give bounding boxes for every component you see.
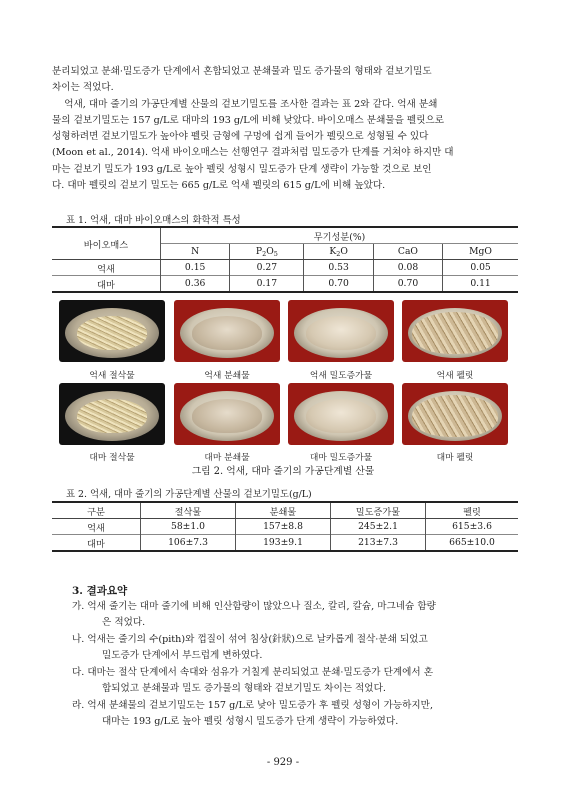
table1-cell: 0.27 <box>230 260 304 276</box>
photo-daema-ground <box>174 383 280 445</box>
figure-label: 억새 절삭물 <box>89 371 135 381</box>
table1-col-header: $P_2O_5$ <box>230 244 304 260</box>
figure-label: 대마 펠릿 <box>436 453 474 463</box>
table1-cell: 0.17 <box>230 276 304 293</box>
table1-cell: 0.70 <box>373 276 442 293</box>
table2-caption: 표 2. 억새, 대마 줄기의 가공단계별 산물의 겉보기밀도(g/L) <box>66 489 312 500</box>
table1-cell: 0.53 <box>304 260 373 276</box>
table1-col-header: CaO <box>373 244 442 260</box>
table-row <box>52 260 518 276</box>
summary-line: 밀도증가 단계에서 부드럽게 변하였다. <box>102 650 263 662</box>
table2-cell: 615±3.6 <box>426 519 519 535</box>
figure-label: 대마 밀도증가물 <box>309 453 373 463</box>
photo-eoksae-ground <box>174 300 280 362</box>
table-row <box>52 535 518 552</box>
table2 <box>52 501 518 552</box>
table1-cell: 대마 <box>52 276 161 293</box>
photo-eoksae-densified <box>288 300 394 362</box>
figure2-caption: 그림 2. 억새, 대마 줄기의 가공단계별 산물 <box>191 466 375 477</box>
table1-cell: 0.05 <box>443 260 518 276</box>
table2-cell: 억새 <box>52 519 141 535</box>
figure-label: 억새 펠릿 <box>436 371 474 381</box>
summary-line: 가. 억새 줄기는 대마 줄기에 비해 인산함량이 많았으나 질소, 칼리, 칼슘, 마그네슘 함량 <box>72 601 436 612</box>
table2-cell: 245±2.1 <box>331 519 426 535</box>
table1-caption: 표 1. 억새, 대마 바이오매스의 화학적 특성 <box>66 215 241 226</box>
summary-item <box>72 665 518 698</box>
photo-eoksae-pellet <box>402 300 508 362</box>
table1-col-header: $K_2O$ <box>304 244 373 260</box>
photo-daema-cut <box>59 383 165 445</box>
intro-line: 억새, 대마 줄기의 가공단계별 산물의 겉보기밀도를 조사한 결과는 표 2와 같다. 억새 분쇄 <box>52 98 438 110</box>
figure-label: 대마 분쇄물 <box>204 453 250 463</box>
summary-item <box>72 632 518 665</box>
intro-line: 마는 겉보기 밀도가 193 g/L로 높아 펠릿 성형시 밀도증가 단계 생략이 가능할 것으로 보인 <box>52 163 432 175</box>
intro-line: 다. 대마 펠릿의 겉보기 밀도는 665 g/L로 억새 펠릿의 615 g/L에 비해 높았다. <box>52 180 386 192</box>
table1 <box>52 226 518 293</box>
summary-item <box>72 698 518 731</box>
summary-line: 다. 대마는 절삭 단계에서 속대와 섬유가 거칠게 분리되었고 분쇄·밀도증가 단계에서 혼 <box>72 667 433 678</box>
summary-line: 합되었고 분쇄물과 밀도 증가물의 형태와 겉보기밀도 차이는 적었다. <box>102 683 386 695</box>
table1-row-header: 바이오매스 <box>52 227 161 260</box>
figure-label: 억새 분쇄물 <box>204 371 250 381</box>
figure-label: 억새 밀도증가물 <box>309 371 373 381</box>
table1-group-header: 무기성분(%) <box>161 227 519 244</box>
table2-cell: 213±7.3 <box>331 535 426 552</box>
table1-cell: 0.11 <box>443 276 518 293</box>
summary-line: 라. 억새 분쇄물의 겉보기밀도는 157 g/L로 낮아 밀도증가 후 펠릿 성형이 가능하지만, <box>72 700 433 711</box>
table-row <box>52 276 518 293</box>
table2-cell: 665±10.0 <box>426 535 519 552</box>
intro-line: 차이는 적었다. <box>52 82 114 94</box>
table2-col-header: 절삭물 <box>141 502 236 519</box>
table-row <box>52 519 518 535</box>
photo-daema-pellet <box>402 383 508 445</box>
section-heading: 3. 결과요약 <box>72 585 128 597</box>
table2-col-header: 밀도증가물 <box>331 502 426 519</box>
table2-col-header: 펠릿 <box>426 502 519 519</box>
summary-line: 나. 억새는 줄기의 수(pith)와 껍질이 섞여 침상(針狀)으로 날카롭게 절삭·분쇄 되었고 <box>72 634 428 645</box>
intro-line: 물의 겉보기밀도는 157 g/L로 대마의 193 g/L에 비해 낮았다. 바이오매스 분쇄물을 펠릿으로 <box>52 114 445 126</box>
table2-cell: 58±1.0 <box>141 519 236 535</box>
page-number: - 929 - <box>266 757 300 768</box>
table2-cell: 106±7.3 <box>141 535 236 552</box>
table1-cell: 억새 <box>52 260 161 276</box>
table1-cell: 0.15 <box>161 260 230 276</box>
table1-col-header: MgO <box>443 244 518 260</box>
intro-line: (Moon et al., 2014). 억새 바이오매스는 선행연구 결과처럼 밀도증가 단계를 거쳐야 하지만 대 <box>52 147 454 159</box>
table2-cell: 193±9.1 <box>236 535 331 552</box>
table1-col-header: N <box>161 244 230 260</box>
intro-line: 분리되었고 분쇄·밀도증가 단계에서 혼합되었고 분쇄물과 밀도 증가물의 형태와 겉보기밀도 <box>52 66 432 77</box>
table2-col-header: 구분 <box>52 502 141 519</box>
table2-col-header: 분쇄물 <box>236 502 331 519</box>
photo-eoksae-cut <box>59 300 165 362</box>
photo-daema-densified <box>288 383 394 445</box>
summary-item <box>72 599 518 632</box>
intro-line: 성형하려면 겉보기밀도가 높아야 펠릿 금형에 구멍에 쉽게 들어가 펠릿으로 성형될 수 있다 <box>52 131 429 143</box>
table2-cell: 대마 <box>52 535 141 552</box>
table1-cell: 0.36 <box>161 276 230 293</box>
table1-cell: 0.70 <box>304 276 373 293</box>
summary-line: 은 적었다. <box>102 617 146 629</box>
summary-line: 대마는 193 g/L로 높아 펠릿 성형시 밀도증가 단계 생략이 가능하였다. <box>102 716 399 728</box>
intro-paragraph <box>52 64 518 194</box>
figure-label: 대마 절삭물 <box>89 453 135 463</box>
table2-cell: 157±8.8 <box>236 519 331 535</box>
table1-cell: 0.08 <box>373 260 442 276</box>
